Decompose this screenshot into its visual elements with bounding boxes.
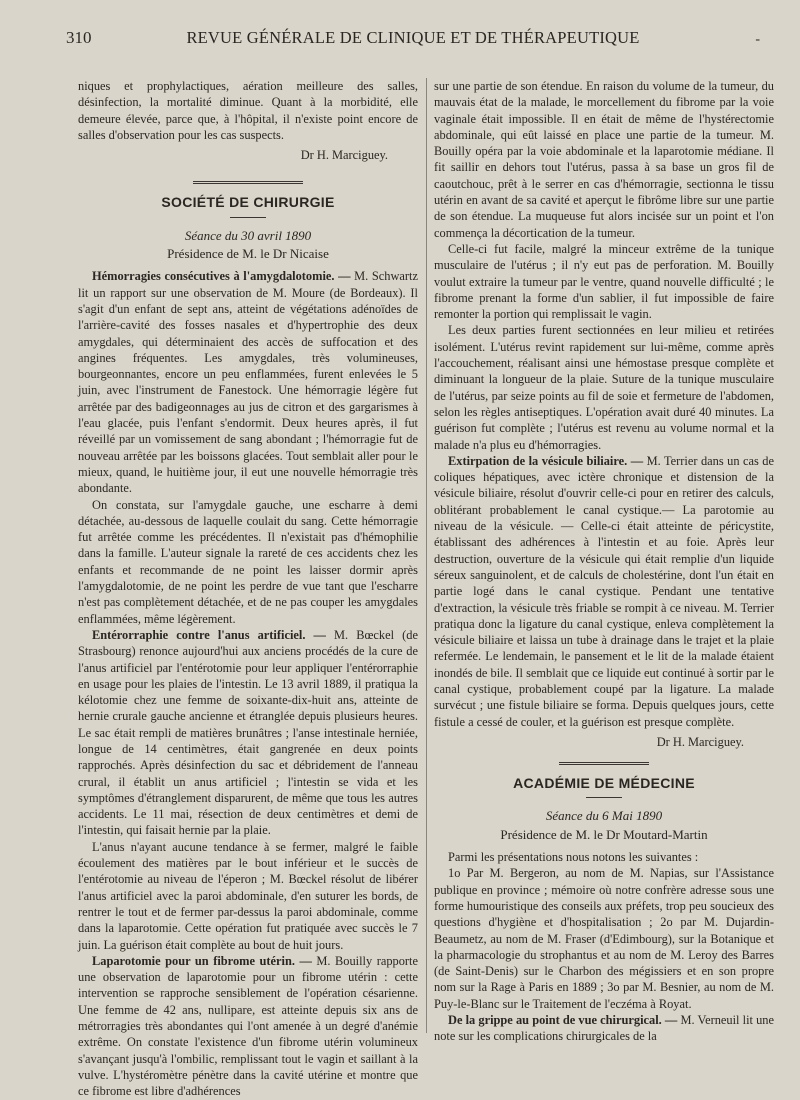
session-president: Présidence de M. le Dr Moutard-Martin — [500, 826, 708, 842]
paragraph: L'anus n'ayant aucune tendance à se fermer, malgré le faible écoulement des matières par le bout inférieur et le succès de l'entérotomie au niveau de l'éperon ; M. Bœckel résolut de libérer l'anus artificiel avec la paroi abdominale, d'en suturer les bords, de rentrer le tout et de fermer par-dessus la paroi abdominale, comme dans la laparotomie. Cette opération fut pratiquée avec succès le 7 juin. La guérison était complète au bout de huit jours. — [78, 839, 418, 952]
session-date: Séance du 6 Mai 1890 — [545, 808, 663, 824]
paragraph: De la grippe au point de vue chirurgical. — M. Verneuil lit une note sur les complications chirurgicales de la — [434, 1013, 774, 1044]
signature: Dr H. Marciguey. — [656, 734, 744, 749]
article-heading: Extirpation de la vésicule biliaire. — — [448, 453, 644, 468]
right-column — [434, 78, 774, 1045]
paragraph: On constata, sur l'amygdale gauche, une escharre à demi détachée, au-dessous de laquelle coulait du sang. Cette hémorragie fut arrêtée comme les précédentes. Il n'existait pas d'hémophilie dans la famille. L'auteur signale la rareté de ces accidents chez les enfants et recommande de ne point les laisser dormir après l'amygdalotomie, de ne point les perdre de vue tant que l'escharre n'est pas complètement détachée, et de ne pas couper les amygdales enflammées, même légèrement. — [78, 497, 418, 626]
section-title: ACADÉMIE DE MÉDECINE — [513, 775, 695, 792]
paragraph: sur une partie de son étendue. En raison du volume de la tumeur, du mauvais état de la malade, le morcellement du fibrome par la voie vaginale était impossible. Il en était de même de l'hystérectomie abdominale, qui eût laissé en place une partie de la tumeur. M. Bouilly opéra par la voie abdominale et la laparotomie médiane. Il fit saillir en dehors tout l'utérus, passa à sa base un gros fil de caoutchouc, prêt à le serrer en cas d'hémorragie, sectionna le tissu utérin en avant de sa cavité et aperçut le fibrôme libre sur une partie de son étendue. La muqueuse fut alors incisée sur un point et l'on commença la décortication de la tumeur. — [434, 79, 774, 240]
page-number: 310 — [66, 28, 92, 47]
left-column — [78, 78, 418, 1100]
signature: Dr H. Marciguey. — [300, 148, 388, 163]
section-title: SOCIÉTÉ DE CHIRURGIE — [161, 194, 335, 211]
paragraph: Hémorragies consécutives à l'amygdalotomie. — M. Schwartz lit un rapport sur une observation de M. Moure (de Bordeaux). Il s'agit d'un enfant de sept ans, atteint de végétations adénoïdes de l'arrière-cavité des fosses nasales et d'hypertrophie des deux amygdales, qui déterminaient des accès de suffocation et des angines fréquentes. Les amygdales, très volumineuses, bourgeonnantes, encore un peu enflammées, furent enlevées le 5 juin, avec l'instrument de Fanestock. Une hémorragie légère fut arrêtée par des badigeonnages au jus de citron et des gargarismes à l'eau glacée, puis l'enfant s'endormit. Deux heures après, il fut réveillé par un vomissement de sang abondant ; l'hémorragie fut de nouveau arrêtée par les boissons glacées. Tout semblait aller pour le mieux, quand, le huitième jour, il eut une nouvelle hémorragie très abondante. — [78, 269, 418, 496]
article-heading: Hémorragies consécutives à l'amygdalotomie. — — [92, 269, 351, 284]
paragraph: Celle-ci fut facile, malgré la minceur extrême de la tunique musculaire de l'utérus ; il n'y eut pas de perforation. M. Bouilly voulut extraire la tumeur par le ventre, quand nouvelle difficulté ; le fibrome prenant la forme d'un sablier, il fut impossible de faire remonter la portion qui remplissait le vagin. — [434, 241, 774, 322]
column-rule — [426, 78, 427, 1033]
paragraph: Extirpation de la vésicule biliaire. — M. Terrier dans un cas de coliques hépatiques, avec ictère chronique et distension de la vésicule biliaire, résolut d'ouvrir celle-ci pour en retirer des calculs, oblitérant probablement le canal cystique.— La parotomie au niveau de la vésicule. — Celle-ci était atteinte de péricystite, établissant des adhérences à l'intestin et au foie. Après leur destruction, ouverture de la vésicule qui était remplie d'un liquide séreux sanguinolent, et de calculs de cholestérine, dont l'un était en partie logé dans le canal cystique. Pendant une tentative d'extraction, la vésicule très friable se rompit à ce niveau. M. Terrier pratiqua donc la ligature du canal cystique, enleva complètement la vésicule biliaire et laissa un tube à drainage dans le trajet et la plaie refermée. Le lendemain, le pansement et le lit de la malade étaient inondés de bile. Il semblait que ce liquide eut continué à sortir par le canal cystique, probablement coupé par la ligature. La malade survécut ; une fistule biliaire se forma. Depuis quelques jours, cette fistule a cessé de couler, et la guérison est presque complète. — [434, 453, 775, 729]
section-divider — [559, 762, 649, 765]
page-header — [66, 28, 760, 54]
session-date: Séance du 30 avril 1890 — [184, 227, 312, 243]
article-heading: De la grippe au point de vue chirurgical. — — [448, 1013, 678, 1028]
paragraph: Entérorraphie contre l'anus artificiel. — M. Bœckel (de Strasbourg) renonce aujourd'hui aux anciens procédés de la cure de l'anus artificiel par l'entérotomie pour leur appliquer l'entérorraphie en usage pour les plaies de l'intestin. Le 13 avril 1889, il pratiqua la kélotomie chez une femme de soixante-dix-huit ans, atteinte de hernie crurale gauche ancienne et étranglée depuis plusieurs heures. Le sac était rempli de matières brunâtres ; l'anse intestinale herniée, longue de 14 centimètres, était gangrenée en deux points rapprochés. Après désinfection du sac et débridement de l'anneau crural, il établit un anus artificiel ; l'intestin se vida et les symptômes d'étranglement disparurent, de même que tous les autres accidents. Le 11 mai, résection de deux centimètres et demi de l'intestin, qui faisait hernie par la plaie. — [78, 627, 418, 838]
article-heading: Laparotomie pour un fibrome utérin. — — [92, 953, 312, 968]
header-dash: - — [755, 32, 760, 47]
title-rule — [586, 797, 622, 798]
title-rule — [230, 217, 266, 218]
running-title: REVUE GÉNÉRALE DE CLINIQUE ET DE THÉRAPEUTIQUE — [186, 28, 640, 47]
article-heading: Entérorraphie contre l'anus artificiel. — — [92, 627, 326, 642]
paragraph: Les deux parties furent sectionnées en leur milieu et retirées isolément. L'utérus revint rapidement sur lui-même, comme après l'accouchement, réalisant ainsi une hémostase presque complète et diminuant la longueur de la plaie. Suture de la tunique musculaire de l'utérus, par seize points au fil de soie et fermeture de l'abdomen, selon les règles antiseptiques. L'opération avait duré 40 minutes. La guérison fut complète ; l'utérus est revenu au volume normal et la malade n'a plus eu d'hémorragies. — [434, 323, 774, 452]
section-divider — [193, 181, 303, 184]
paragraph: Laparotomie pour un fibrome utérin. — M. Bouilly rapporte une observation de laparotomie pour un fibrome utérin : cette intervention se rapproche sensiblement de l'opération césarienne. Une femme de 42 ans, nullipare, est atteinte depuis six ans de métrorragies très abondantes qui l'ont amenée à un degré d'anémie extrême. On constate l'existence d'un fibrome utérin volumineux s'avançant jusqu'à l'ombilic, remplissant tout le vagin et saillant à la vulve. L'hystéromètre pénètre dans la cavité utérine et montre que ce fibrome est libre d'adhérences — [78, 953, 419, 1099]
paragraph: Parmi les présentations nous notons les suivantes : — [448, 850, 699, 865]
paragraph: 1o Par M. Bergeron, au nom de M. Napias, sur l'Assistance publique en province ; mémoire où notre confrère adresse sous une forme humouristique des conseils aux préfets, trop peu soucieux des questions d'hygiène et d'hospitalisation ; 2o par M. Dujardin-Beaumetz, au nom de M. Fraser (d'Edimbourg), sur la Botanique et la pharmacologie du strophantus et au nom de M. Leroy des Barres (de Saint-Denis) sur le Charbon des mégissiers et en son propre nom sur la Rage à Paris en 1889 ; 3o par M. Besnier, au nom de M. Puy-le-Blanc sur le Traitement de l'eczéma à Royat. — [434, 866, 774, 1011]
paragraph: niques et prophylactiques, aération meilleure des salles, désinfection, la mortalité diminue. Quant à la morbidité, elle demeure élevée, parce que, à l'hôpital, il n'existe point encore de salles d'observation pour les cas suspects. — [78, 79, 418, 142]
session-president: Présidence de M. le Dr Nicaise — [167, 246, 329, 262]
